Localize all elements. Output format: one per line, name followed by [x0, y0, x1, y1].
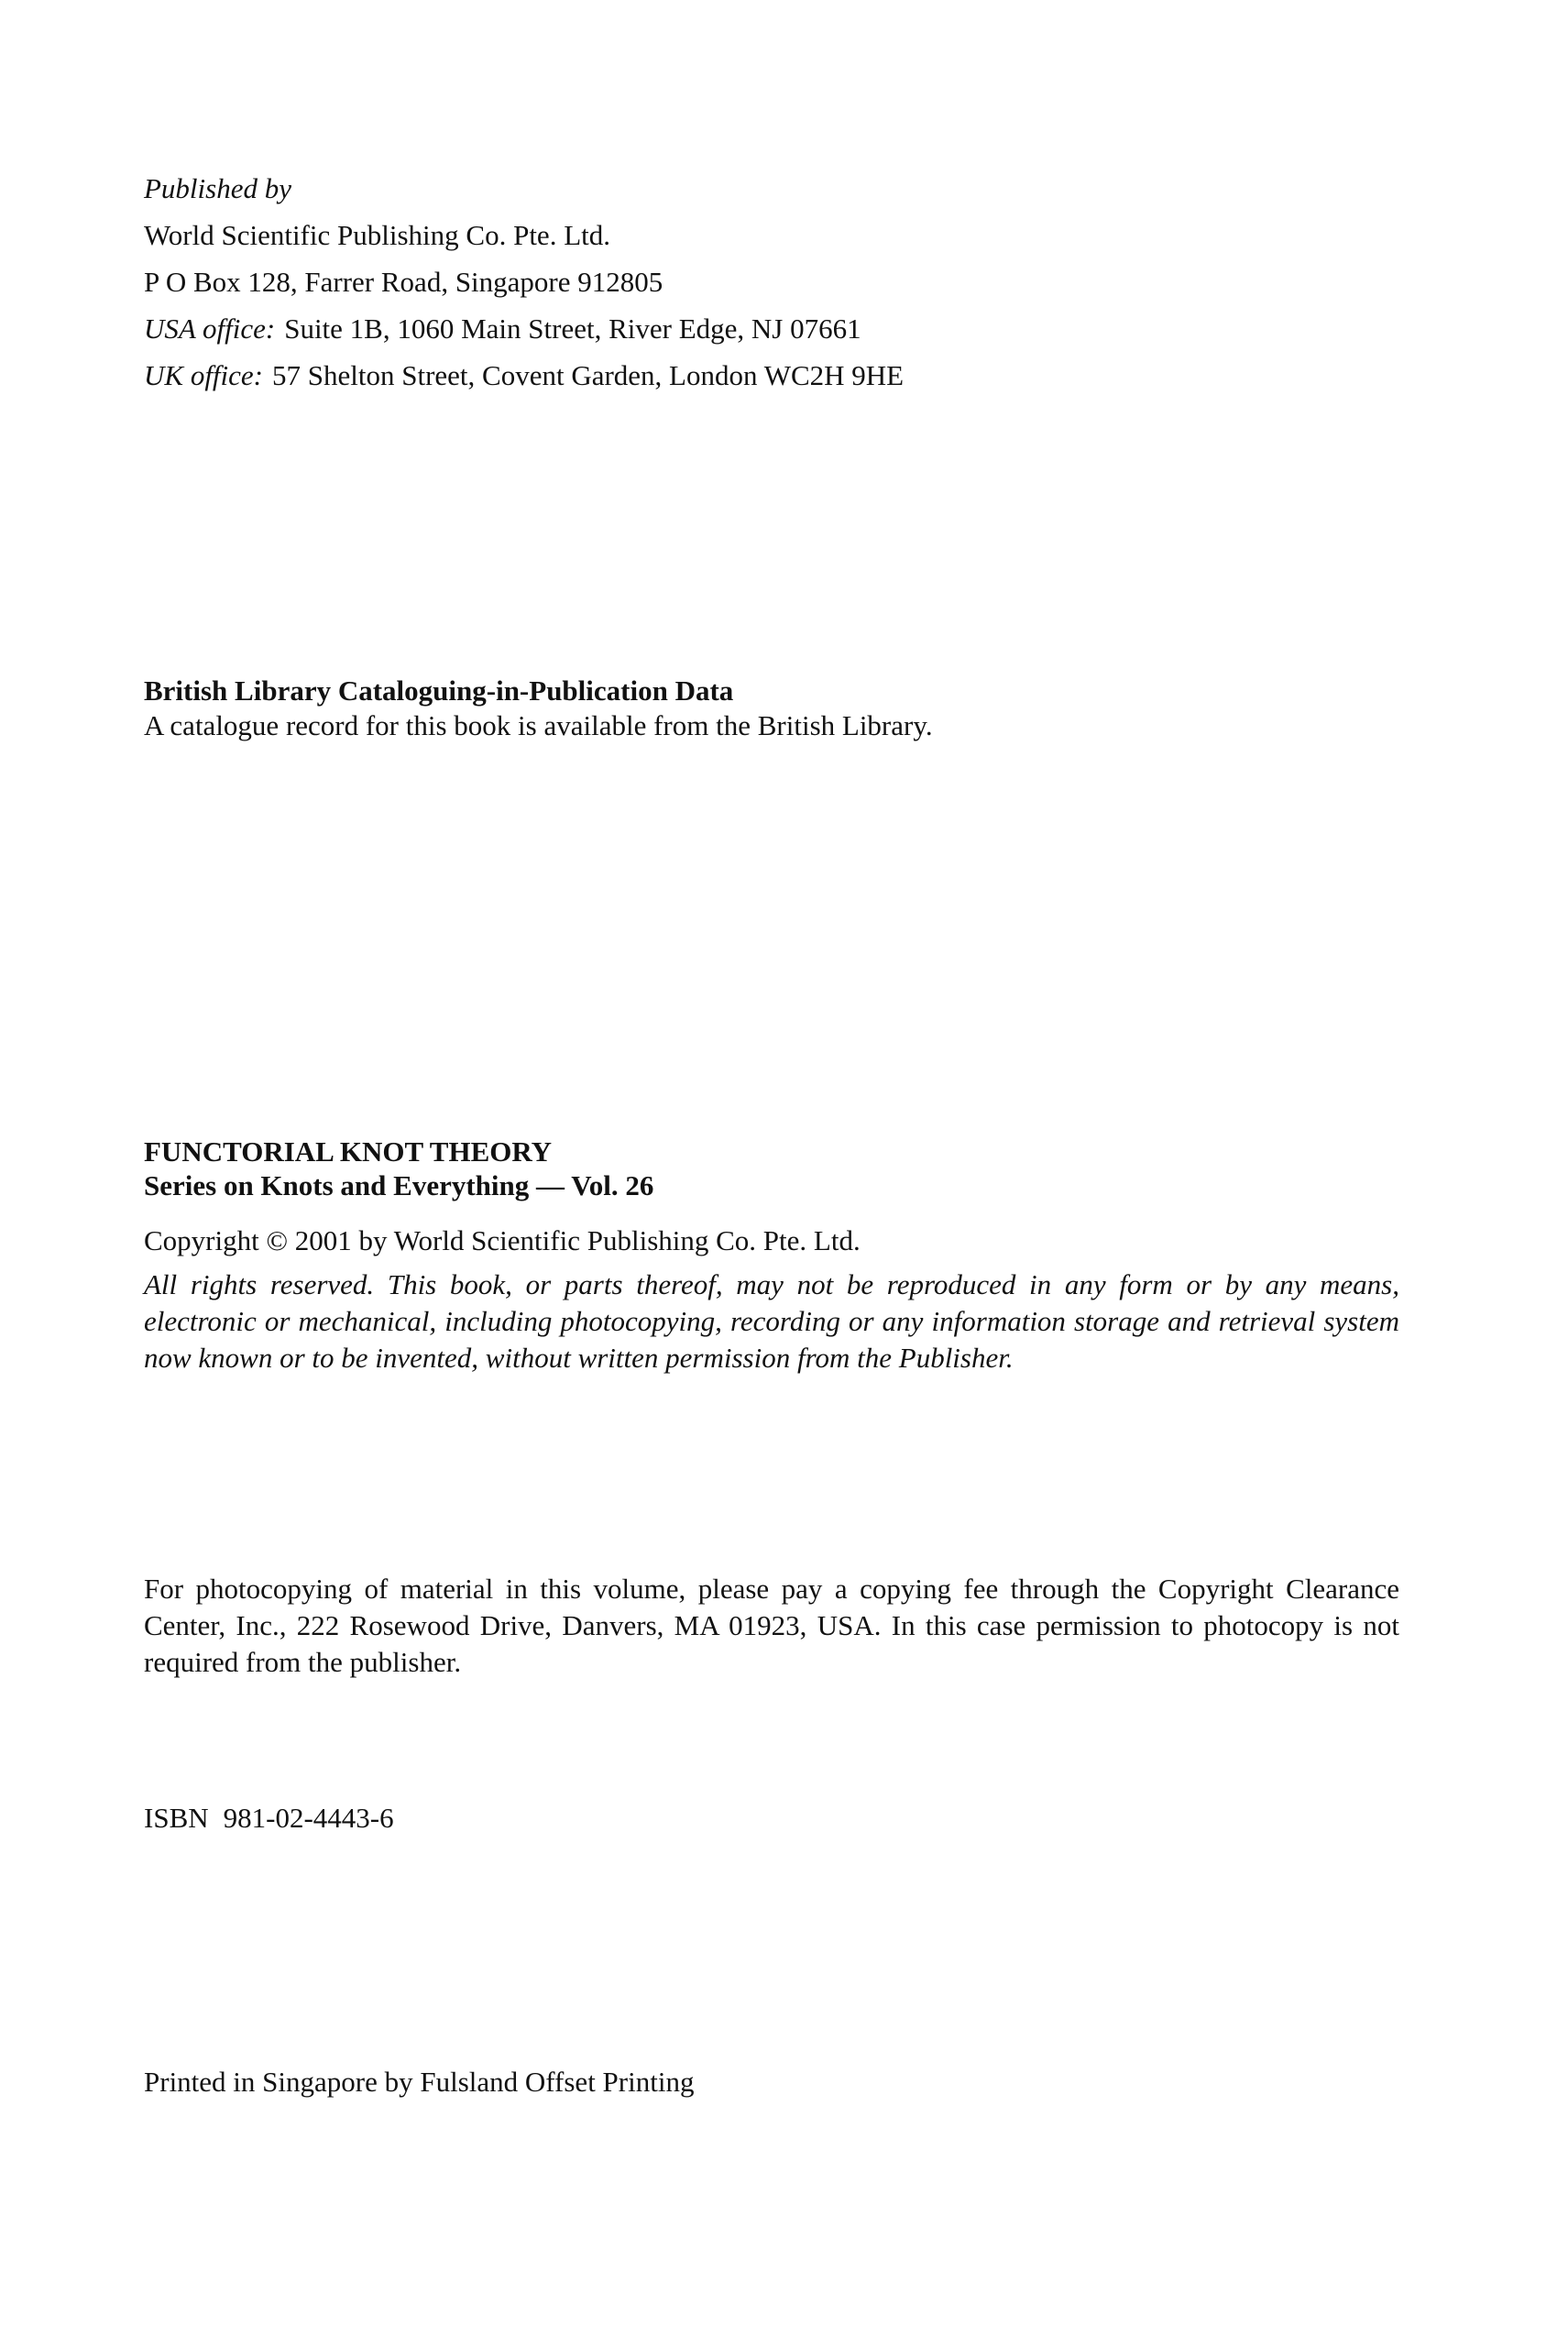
uk-office-label: UK office:: [144, 359, 263, 391]
book-title: FUNCTORIAL KNOT THEORY: [144, 1135, 553, 1168]
cataloguing-heading: British Library Cataloguing-in-Publication Data: [144, 674, 734, 707]
rights-reserved-text: All rights reserved. This book, or parts thereof, may not be reproduced in any form or by any means, electronic or mechanical, including photocopying, recording or any information storage and retrieval system now known or to be invented, without written permission from the Publisher.: [144, 1268, 1399, 1374]
cataloguing-text: A catalogue record for this book is available from the British Library.: [144, 709, 933, 741]
isbn-line: [144, 1804, 1399, 1832]
copyright-text: Copyright © 2001 by World Scientific Publishing Co. Pte. Ltd.: [144, 1224, 861, 1256]
photocopy-notice: For photocopying of material in this volume, please pay a copying fee through the Copyright Clearance Center, Inc., 222 Rosewood Drive, Danvers, MA 01923, USA. In this case permission to photocopy is not required from the publisher.: [144, 1573, 1399, 1678]
usa-office-address: Suite 1B, 1060 Main Street, River Edge, NJ 07661: [284, 313, 861, 345]
uk-office-address: 57 Shelton Street, Covent Garden, London WC2H 9HE: [272, 359, 905, 391]
cataloguing-data: [144, 674, 1399, 743]
uk-office-line: [144, 357, 1399, 404]
publisher-name: World Scientific Publishing Co. Pte. Ltd.: [144, 219, 610, 251]
usa-office-line: [144, 311, 1399, 357]
isbn-number: 981-02-4443-6: [223, 1802, 394, 1834]
series-title: Series on Knots and Everything — Vol. 26: [144, 1169, 654, 1201]
printed-by-text: Printed in Singapore by Fulsland Offset Printing: [144, 2066, 695, 2098]
publisher-info: [144, 170, 1399, 404]
published-by-label: Published by: [144, 172, 291, 204]
printed-by-line: [144, 2067, 1399, 2096]
publisher-address: P O Box 128, Farrer Road, Singapore 912805: [144, 266, 663, 298]
usa-office-label: USA office:: [144, 313, 276, 345]
book-title-block: [144, 1135, 1399, 1202]
copyright-notice: [144, 1226, 1399, 1255]
isbn-label: ISBN: [144, 1802, 209, 1834]
